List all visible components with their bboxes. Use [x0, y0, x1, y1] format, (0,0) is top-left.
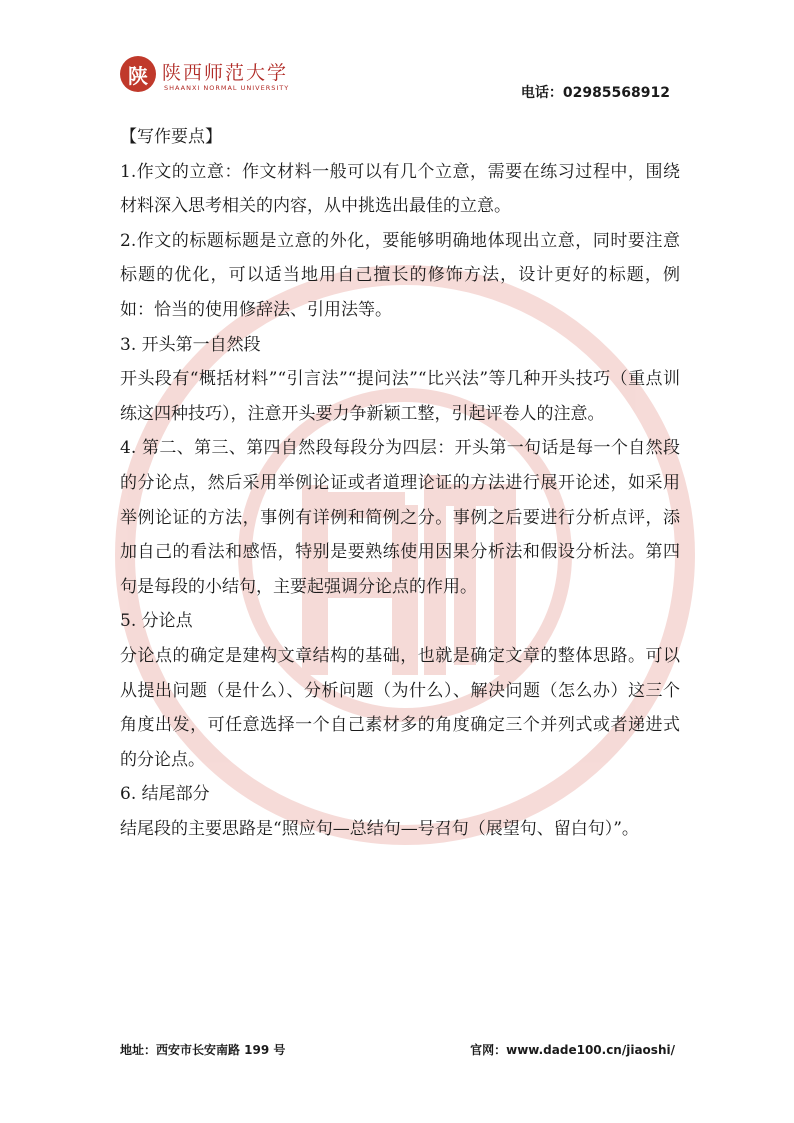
- logo-name: 陕西师范大学: [162, 62, 289, 84]
- logo-subtitle: SHAANXI NORMAL UNIVERSITY: [164, 84, 290, 92]
- page-header: [0, 0, 794, 110]
- paragraph: 4. 第二、第三、第四自然段每段分为四层：开头第一句话是每一个自然段的分论点，然后采用举例论证或者道理论证的方法进行展开论述，如采用举例论证的方法，事例有详例和简例之分。事例之后要进行分析点评，添加自己的看法和感悟，特别是要熟练使用因果分析法和假设分析法。第四句是每段的小结句，主要起强调分论点的作用。: [120, 438, 680, 597]
- university-logo: [120, 56, 290, 100]
- paragraph: 5. 分论点: [120, 611, 193, 632]
- paragraph: 结尾段的主要思路是“照应句—总结句—号召句（展望句、留白句）”。: [120, 818, 639, 839]
- document-body: [120, 120, 680, 846]
- paragraph: 2.作文的标题标题是立意的外化，要能够明确地体现出立意，同时要注意标题的优化，可以适当地用自己擅长的修饰方法，设计更好的标题，例如：恰当的使用修辞法、引用法等。: [120, 230, 680, 320]
- footer-website: 官网：www.dade100.cn/jiaoshi/: [470, 1043, 675, 1057]
- paragraph: 6. 结尾部分: [120, 784, 210, 805]
- paragraph: 开头段有“概括材料”“引言法”“提问法”“比兴法”等几种开头技巧（重点训练这四种技巧），注意开头要力争新颖工整，引起评卷人的注意。: [120, 369, 680, 424]
- section-heading: 【写作要点】: [120, 127, 222, 147]
- paragraph: 3. 开头第一自然段: [120, 334, 261, 355]
- paragraph: 1.作文的立意：作文材料一般可以有几个立意，需要在练习过程中，围绕材料深入思考相关的内容，从中挑选出最佳的立意。: [120, 161, 680, 217]
- paragraph: 分论点的确定是建构文章结构的基础，也就是确定文章的整体思路。可以从提出问题（是什么）、分析问题（为什么）、解决问题（怎么办）这三个角度出发，可任意选择一个自己素材多的角度确定三个并列式或者递进式的分论点。: [120, 645, 680, 770]
- footer-address: 地址：西安市长安南路 199 号: [120, 1043, 286, 1057]
- seal-icon: 陕: [120, 56, 156, 92]
- phone-number: 电话：02985568912: [520, 85, 670, 101]
